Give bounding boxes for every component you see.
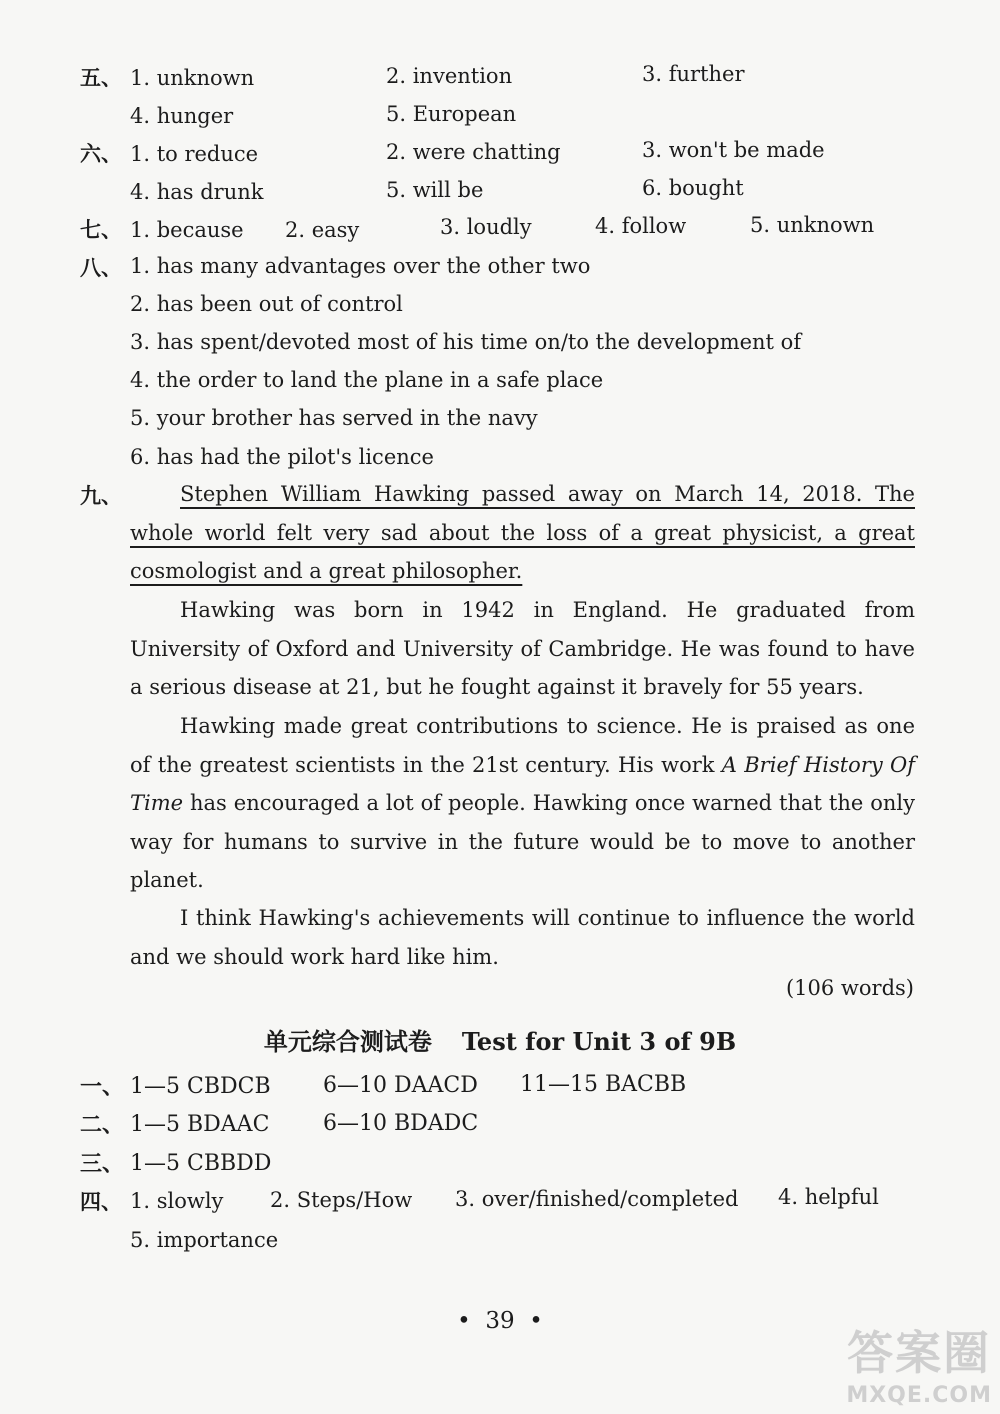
answer-item: 3. won't be made [642, 138, 825, 162]
word-count: (106 words) [785, 976, 914, 1000]
answer-item: 4. the order to land the plane in a safe place [130, 368, 604, 392]
answer-item: 1—5 CBDCB [130, 1074, 271, 1099]
answer-item: 3. further [642, 62, 745, 86]
answer-item: 1. has many advantages over the other two [130, 254, 591, 278]
essay-underlined-text: Stephen William Hawking passed away on March 14, 2018. The whole world felt very sad about the loss of a great physicist, a great cosmologist and a great philosopher. [130, 482, 915, 583]
test-title [0, 1022, 1000, 1057]
answer-item: 4. hunger [130, 104, 234, 128]
essay-paragraph-4 [130, 899, 915, 976]
answer-item: 5. unknown [750, 213, 875, 237]
answer-item: 1—5 CBBDD [130, 1151, 272, 1176]
answer-item: 3. has spent/devoted most of his time on/to the development of [130, 330, 802, 354]
answer-item: 3. loudly [440, 215, 532, 239]
test-section-1-label: 一、 [80, 1075, 125, 1100]
answer-item: 6. has had the pilot's licence [130, 445, 434, 469]
section-5-label: 五、 [80, 66, 122, 90]
answer-item: 4. follow [595, 214, 687, 238]
test-section-2-label: 二、 [80, 1113, 125, 1138]
watermark-url: MXQE.COM [846, 1383, 992, 1408]
answer-item: 5. your brother has served in the navy [130, 406, 538, 430]
essay-text: has encouraged a lot of people. Hawking once warned that the only way for humans to survive in the future would be to move to another planet. [130, 791, 915, 892]
essay-paragraph-3 [130, 707, 915, 900]
answer-item: 1. slowly [130, 1189, 224, 1213]
essay-paragraph-2 [130, 591, 915, 707]
answer-item: 2. invention [386, 64, 513, 88]
answer-item: 4. has drunk [130, 180, 264, 204]
section-7-label: 七、 [80, 218, 122, 242]
answer-item: 6—10 BDADC [323, 1111, 479, 1136]
answer-item: 5. will be [386, 178, 484, 202]
answer-item: 1. unknown [130, 66, 255, 90]
answer-item: 5. European [386, 102, 517, 126]
section-8-label: 八、 [80, 256, 122, 280]
book-title: A Brief History Of Time [130, 752, 915, 815]
test-section-3-label: 三、 [80, 1152, 125, 1177]
answer-item: 5. importance [130, 1228, 279, 1252]
answer-item: 2. were chatting [386, 140, 561, 164]
answer-item: 6. bought [642, 176, 744, 200]
answer-item: 2. Steps/How [270, 1188, 413, 1212]
section-9-label: 九、 [80, 484, 122, 508]
answer-item: 1. to reduce [130, 142, 259, 166]
essay-text: Hawking was born in 1942 in England. He graduated from University of Oxford and University of Cambridge. He was found to have a serious disease at 21, but he fought against it bravely for 55 years. [130, 598, 915, 699]
essay-text: Hawking made great contributions to science. He is praised as one of the greatest scientists in the 21st century. His work [130, 714, 915, 777]
essay-text: I think Hawking's achievements will continue to influence the world and we should work hard like him. [130, 906, 915, 969]
page-number: • 39 • [457, 1308, 543, 1334]
test-title-cn: 单元综合测试卷 [263, 1028, 432, 1056]
watermark-cn: 答案圈 [847, 1326, 992, 1380]
test-title-en: Test for Unit 3 of 9B [461, 1027, 737, 1056]
essay-paragraph-1 [130, 475, 915, 591]
answer-item: 2. easy [285, 218, 360, 242]
answer-item: 4. helpful [778, 1185, 879, 1209]
page-number-value: 39 [485, 1308, 515, 1334]
section-6-label: 六、 [80, 142, 122, 166]
answer-item: 11—15 BACBB [520, 1072, 687, 1097]
answer-item: 1—5 BDAAC [130, 1112, 270, 1137]
watermark-logo [846, 1317, 992, 1408]
answer-item: 1. because [130, 218, 244, 242]
answer-item: 6—10 DAACD [323, 1073, 478, 1098]
answer-item: 3. over/finished/completed [455, 1187, 739, 1211]
answer-item: 2. has been out of control [130, 292, 403, 316]
test-section-4-label: 四、 [80, 1190, 122, 1214]
